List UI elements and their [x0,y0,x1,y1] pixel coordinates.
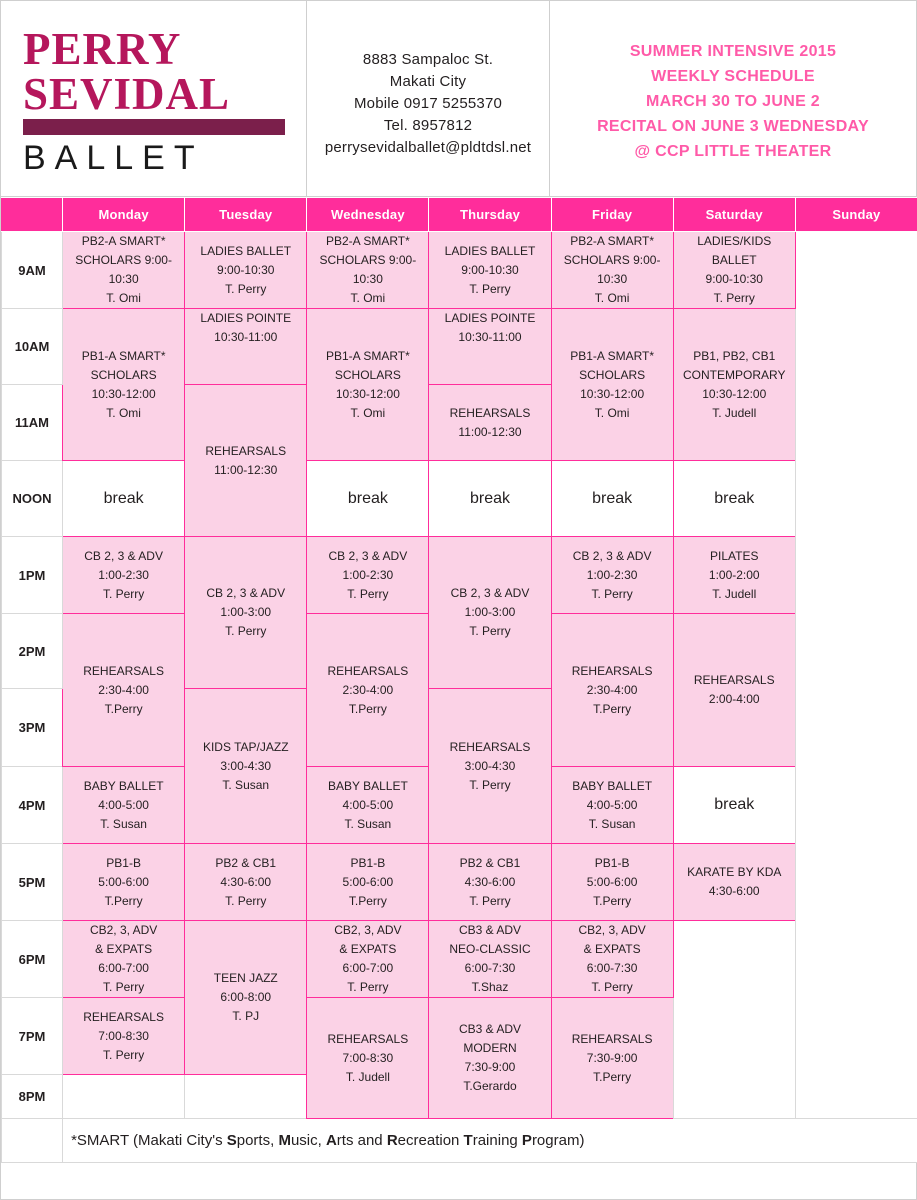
contact-tel: Tel. 8957812 [383,117,473,134]
class-title-2: & EXPATS [583,942,641,956]
footnote-spacer [2,1119,63,1163]
class-time: 10:30-11:00 [214,330,278,344]
class-title-2: BALLET [711,253,757,267]
time-label-8pm: 8PM [2,1075,63,1119]
class-wed-0900[interactable] [307,232,429,309]
class-title-2: CONTEMPORARY [683,367,786,382]
class-fri-1430[interactable] [551,614,673,767]
class-title-2: SCHOLARS [579,367,646,382]
class-tue-1800[interactable] [185,921,307,1075]
class-teacher: T. Omi [594,405,630,420]
class-teacher: T. Omi [594,291,630,305]
smart-footnote [63,1132,917,1149]
class-title: CB3 & ADV [458,1022,522,1036]
class-time: 7:30-9:00 [464,1060,516,1074]
title-line-3: MARCH 30 TO JUNE 2 [645,93,821,110]
class-time: 3:00-4:30 [464,758,516,773]
logo-line-sevidal: SEVIDAL [23,69,231,119]
class-tue-1030[interactable] [185,309,307,385]
class-mon-1430[interactable] [63,614,185,767]
class-fri-1800[interactable] [551,921,673,998]
class-title: CB 2, 3 & ADV [206,586,286,600]
class-wed-1800[interactable] [307,921,429,998]
class-title: PB2-A SMART* [81,234,166,248]
class-sat-1630[interactable] [673,844,795,921]
class-fri-1700[interactable] [551,844,673,921]
class-wed-1600[interactable] [307,767,429,844]
contact-panel [307,1,550,196]
class-teacher: T.Perry [593,1069,632,1084]
class-mon-1800[interactable] [63,921,185,998]
time-label-2pm: 2PM [2,614,63,689]
class-mon-0900[interactable] [63,232,185,309]
class-teacher: T. Perry [469,893,511,908]
footnote-sports: ports, [236,1132,279,1149]
class-teacher: T. Susan [222,777,270,792]
class-time: 10:30-12:00 [335,386,400,401]
class-time: 5:00-6:00 [586,874,638,889]
contact-address-city: Makati City [389,73,467,90]
class-wed-1900[interactable] [307,998,429,1119]
footnote-r: R [386,1132,398,1149]
class-title: CB2, 3, ADV [334,923,402,937]
class-thu-1930[interactable] [429,998,551,1119]
class-title: REHEARSALS [83,663,164,678]
class-teacher: T.Perry [593,701,632,716]
header-wednesday: Wednesday [307,198,429,232]
class-time: 4:00-5:00 [586,797,638,812]
class-teacher: T. Judell [712,405,757,420]
class-title: PB2 & CB1 [459,855,521,870]
class-thu-1030[interactable] [429,309,551,385]
class-sat-1400[interactable] [673,614,795,767]
class-teacher: T. Perry [713,291,755,305]
class-teacher: T.Perry [104,701,143,716]
logo-line-ballet: BALLET [23,139,204,177]
class-title: REHEARSALS [83,1009,164,1024]
class-title: REHEARSALS [327,663,409,678]
class-teacher: T. Perry [347,980,389,994]
class-teacher: T. Susan [344,816,392,831]
class-title: KIDS TAP/JAZZ [202,739,289,754]
monday-empty-8pm [63,1075,185,1119]
logo [23,24,285,178]
class-teacher: T.Gerardo [463,1079,517,1093]
row-5pm [2,844,917,921]
class-time: 5:00-6:00 [342,874,394,889]
footnote-t: T [463,1132,473,1149]
class-sat-1300[interactable] [673,537,795,614]
time-label-11am: 11AM [2,385,63,461]
row-9am [2,232,917,309]
class-time: 7:00-8:30 [342,1050,394,1065]
time-label-3pm: 3PM [2,689,63,767]
class-title: CB3 & ADV [458,923,522,937]
class-teacher: T. PJ [232,1009,260,1023]
saturday-empty-evening [673,921,795,1119]
class-time: 9:00-10:30 [705,272,763,286]
footnote-arts: rts and [336,1132,387,1149]
time-label-4pm: 4PM [2,767,63,844]
class-title: PB1-B [350,855,386,870]
class-time: 7:00-8:30 [98,1028,149,1043]
class-teacher: T.Shaz [471,980,509,994]
class-time: 2:30-4:00 [586,682,638,697]
class-teacher: T. Perry [469,624,511,638]
row-noon [2,461,917,537]
class-thu-1800[interactable] [429,921,551,998]
class-teacher: T. Susan [588,816,636,831]
class-time: SCHOLARS 9:00-10:30 [563,253,661,286]
class-time: 2:30-4:00 [342,682,394,697]
class-time: 2:00-4:00 [708,692,760,706]
class-title: BABY BALLET [83,778,164,793]
break-wednesday: break [307,461,429,537]
class-sat-0900[interactable] [673,232,795,309]
class-time: 1:00-2:30 [98,567,149,582]
weekly-schedule-table [1,197,917,1163]
logo-bar [23,119,285,135]
class-mon-1900[interactable] [63,998,185,1075]
class-teacher: T. Perry [225,281,267,296]
row-10am [2,309,917,385]
class-time: 6:00-7:30 [464,961,516,975]
contact-email: perrysevidalballet@pldtdsl.net [324,139,532,156]
class-tue-0900[interactable] [185,232,307,309]
class-time: 6:00-7:30 [586,961,638,975]
row-1pm [2,537,917,614]
class-title: CB 2, 3 & ADV [450,586,530,600]
footnote-cell [63,1119,917,1163]
class-title: PILATES [710,548,759,563]
class-tue-1500[interactable] [185,689,307,844]
class-title: CB 2, 3 & ADV [572,548,652,563]
class-time: 2:30-4:00 [98,682,149,697]
time-label-5pm: 5PM [2,844,63,921]
class-wed-1430[interactable] [307,614,429,767]
class-title-2: & EXPATS [339,942,397,956]
class-time: 10:30-12:00 [580,386,645,401]
header-tuesday: Tuesday [185,198,307,232]
break-thursday: break [429,461,551,537]
class-title: CB 2, 3 & ADV [84,548,163,563]
class-tue-1300[interactable] [185,537,307,689]
class-time: 9:00-10:30 [461,262,519,277]
class-fri-1600[interactable] [551,767,673,844]
class-title-2: SCHOLARS [334,367,401,382]
class-time: 6:00-7:00 [98,961,149,975]
class-teacher: T.Perry [348,893,387,908]
class-time: 1:00-2:00 [708,567,760,582]
class-time: 1:00-2:30 [342,567,394,582]
class-time: 10:30-12:00 [91,386,156,401]
class-time: 11:00-12:30 [458,424,522,439]
class-mon-1300[interactable] [63,537,185,614]
class-teacher: T. Omi [106,405,141,420]
footnote-prefix: *SMART (Makati City's [71,1132,227,1149]
class-title: REHEARSALS [449,405,531,420]
class-time: 4:30-6:00 [220,874,272,889]
class-fri-1300[interactable] [551,537,673,614]
footnote-training: raining [472,1132,522,1149]
class-teacher: T. Perry [102,980,145,994]
class-teacher: T. Perry [225,624,267,638]
class-time: 10:30-11:00 [458,330,522,344]
class-title: REHEARSALS [449,739,531,754]
footnote-s: S [226,1132,237,1149]
class-title: REHEARSALS [205,443,287,458]
header-monday: Monday [63,198,185,232]
class-thu-0900[interactable] [429,232,551,309]
class-title: REHEARSALS [571,663,653,678]
class-time: 4:30-6:00 [708,884,760,898]
footnote-row [2,1119,917,1163]
class-title: REHEARSALS [327,1031,409,1046]
class-title: LADIES POINTE [444,311,536,325]
class-time: 4:00-5:00 [98,797,149,812]
contact-address-street: 8883 Sampaloc St. [362,51,494,68]
class-teacher: T.Perry [593,893,632,908]
class-time: 5:00-6:00 [98,874,149,889]
time-label-10am: 10AM [2,309,63,385]
class-teacher: T. Perry [469,777,511,792]
class-time: 7:30-9:00 [586,1050,638,1065]
class-title: PB1, PB2, CB1 [693,348,776,363]
class-time: 4:30-6:00 [464,874,516,889]
footnote-p: P [521,1132,532,1149]
class-time: 11:00-12:30 [214,462,278,477]
header-sunday: Sunday [795,198,917,232]
class-time: 6:00-7:00 [342,961,394,975]
class-time: 1:00-3:00 [464,605,516,619]
class-title: LADIES BALLET [200,243,292,258]
class-teacher: T.Perry [348,701,387,716]
class-teacher: T. Perry [225,893,267,908]
header [1,1,916,197]
class-title: BABY BALLET [327,778,408,793]
class-mon-1700[interactable] [63,844,185,921]
class-time: 10:30-12:00 [702,386,767,401]
class-title: PB1-A SMART* [570,348,655,363]
logo-panel [1,1,307,196]
class-teacher: T. Perry [469,281,511,296]
class-wed-1300[interactable] [307,537,429,614]
class-wed-1030[interactable] [307,309,429,461]
break-saturday: break [673,461,795,537]
class-teacher: T. Perry [591,980,633,994]
title-panel [550,1,916,196]
class-time: 4:00-5:00 [342,797,394,812]
class-time: 1:00-2:30 [586,567,638,582]
class-time: 3:00-4:30 [220,758,272,773]
break-friday: break [551,461,673,537]
class-teacher: T. Susan [100,816,147,831]
class-thu-1300[interactable] [429,537,551,689]
break-monday: break [63,461,185,537]
table-header-row [2,198,917,232]
footnote-a: A [325,1132,337,1149]
class-fri-1930[interactable] [551,998,673,1119]
class-title: BABY BALLET [572,778,653,793]
header-saturday: Saturday [673,198,795,232]
class-title: TEEN JAZZ [213,971,278,985]
class-title: PB1-A SMART* [81,348,166,363]
class-teacher: T. Perry [102,586,145,601]
class-title: CB 2, 3 & ADV [328,548,408,563]
class-time: SCHOLARS 9:00-10:30 [319,253,417,286]
class-title: PB1-A SMART* [325,348,410,363]
class-title-2: SCHOLARS [90,367,157,382]
class-title: PB1-B [106,855,141,870]
logo-line-perry: PERRY [23,24,182,74]
tuesday-empty-8pm [185,1075,307,1119]
time-label-noon: NOON [2,461,63,537]
time-label-7pm: 7PM [2,998,63,1075]
break-saturday-2: break [673,767,795,844]
class-mon-1600[interactable] [63,767,185,844]
class-title: PB2 & CB1 [215,855,277,870]
contact-mobile: Mobile 0917 5255370 [353,95,503,112]
class-teacher: T. Omi [350,291,386,305]
class-title: REHEARSALS [693,673,775,687]
class-wed-1700[interactable] [307,844,429,921]
footnote-recreation: ecreation [397,1132,464,1149]
class-title-2: MODERN [463,1041,517,1055]
time-label-6pm: 6PM [2,921,63,998]
class-thu-1630[interactable] [429,844,551,921]
class-teacher: T. Perry [102,1047,145,1062]
class-title-2: NEO-CLASSIC [449,942,531,956]
class-time: 6:00-8:00 [220,990,272,1004]
class-fri-0900[interactable] [551,232,673,309]
class-teacher: T. Omi [350,405,386,420]
time-label-1pm: 1PM [2,537,63,614]
header-time [2,198,63,232]
class-teacher: T. Judell [345,1069,390,1084]
header-friday: Friday [551,198,673,232]
title-line-2: WEEKLY SCHEDULE [651,68,815,85]
class-title-2: & EXPATS [95,942,153,956]
footnote-program: rogram) [531,1132,585,1149]
class-title: PB1-B [594,855,630,870]
class-title: CB2, 3, ADV [89,923,158,937]
class-sat-1030[interactable] [673,309,795,461]
class-title: LADIES/KIDS [697,234,772,248]
class-teacher: T. Perry [347,586,389,601]
class-title: CB2, 3, ADV [578,923,646,937]
footnote-music: usic, [290,1132,326,1149]
class-title: LADIES BALLET [444,243,536,258]
class-title: LADIES POINTE [200,311,292,325]
header-thursday: Thursday [429,198,551,232]
class-tue-1630[interactable] [185,844,307,921]
class-teacher: T. Perry [591,586,633,601]
class-title: KARATE BY KDA [687,865,782,879]
class-time: 9:00-10:30 [217,262,275,277]
footnote-m: M [278,1132,291,1149]
sunday-empty-column [795,232,917,1119]
class-teacher: T. Judell [712,586,757,601]
class-thu-1100[interactable] [429,385,551,461]
title-line-5: @ CCP LITTLE THEATER [634,143,832,160]
class-time: SCHOLARS 9:00-10:30 [75,253,172,286]
row-6pm [2,921,917,998]
class-teacher: T.Perry [104,893,143,908]
title-line-1: SUMMER INTENSIVE 2015 [629,43,837,60]
class-title: REHEARSALS [571,1031,653,1046]
class-mon-1030[interactable] [63,309,185,461]
class-teacher: T. Omi [106,291,141,305]
class-time: 1:00-3:00 [220,605,272,619]
time-label-9am: 9AM [2,232,63,309]
title-line-4: RECITAL ON JUNE 3 WEDNESDAY [597,118,869,135]
class-title: PB2-A SMART* [325,234,410,248]
class-fri-1030[interactable] [551,309,673,461]
class-thu-1500[interactable] [429,689,551,844]
class-title: PB2-A SMART* [570,234,655,248]
class-tue-1100[interactable] [185,385,307,537]
